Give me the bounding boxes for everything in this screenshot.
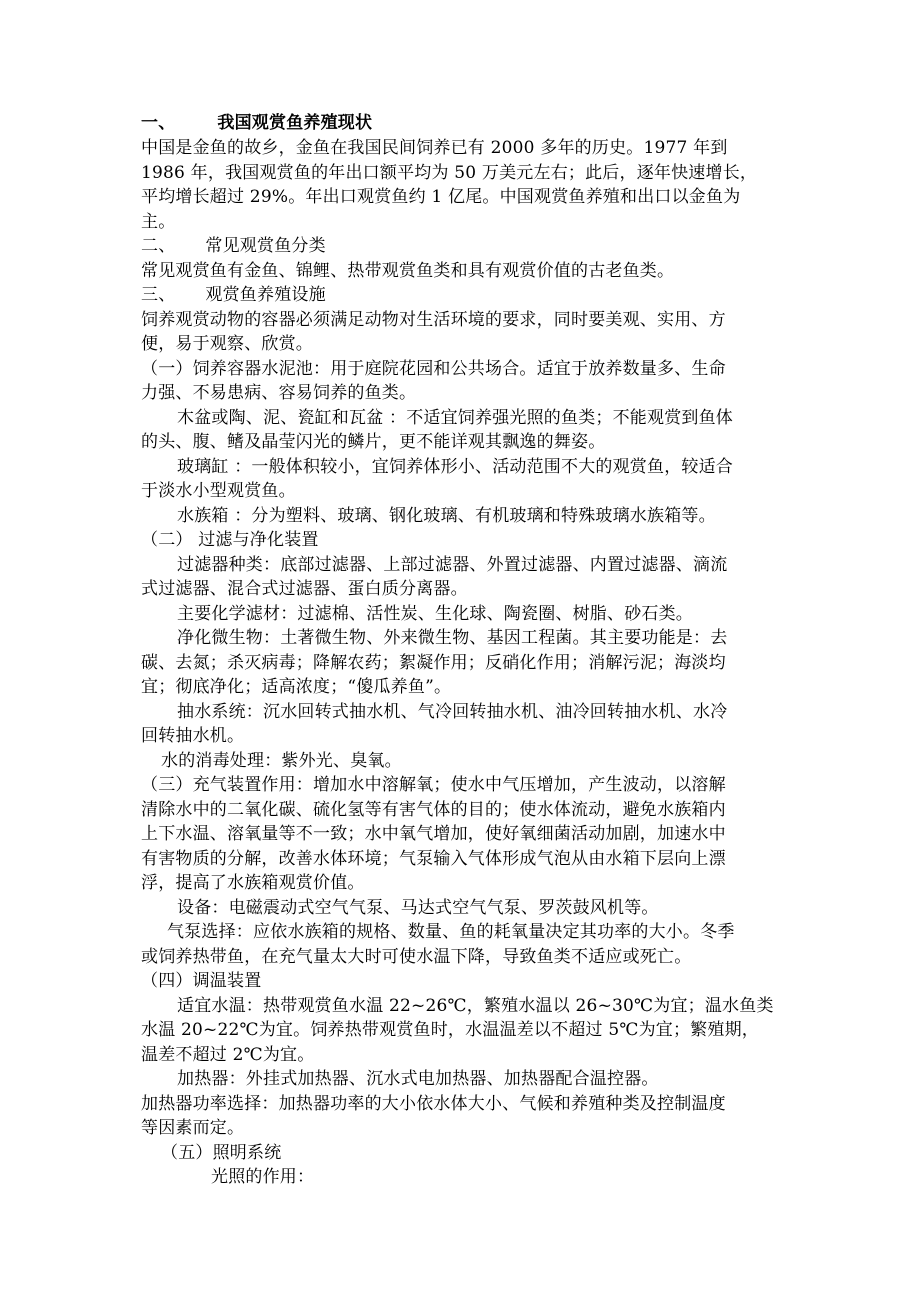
paragraph-line: 上下水温、溶氧量等不一致；水中氧气增加，使好氧细菌活动加剧，加速水中 [141,824,726,844]
section-heading-3 [141,284,326,306]
section-number: 三、 [141,285,176,305]
paragraph-line: 主。 [141,212,176,232]
paragraph-line: 水族箱 ：分为塑料、玻璃、钢化玻璃、有机玻璃和特殊玻璃水族箱等。 [177,506,716,526]
paragraph-line: 加热器功率选择：加热器功率的大小依水体大小、气候和养殖种类及控制温度 [141,1094,726,1114]
section-title: 我国观赏鱼养殖现状 [217,113,373,133]
paragraph-line: 过滤器种类：底部过滤器、上部过滤器、外置过滤器、内置过滤器、滴流 [177,555,728,575]
paragraph-line: 碳、去氮；杀灭病毒；降解农药；絮凝作用；反硝化作用；消解污泥；海淡均 [141,653,726,673]
paragraph-line: 宜；彻底净化；适高浓度；“傻瓜养鱼”。 [141,677,452,697]
paragraph-line: 气泵选择：应依水族箱的规格、数量、鱼的耗氧量决定其功率的大小。冬季 [167,922,735,942]
paragraph-line: 等因素而定。 [141,1118,245,1138]
paragraph-line: 于淡水小型观赏鱼。 [141,481,296,501]
paragraph-line: 玻璃缸 ：一般体积较小，宜饲养体形小、活动范围不大的观赏鱼，较适合 [177,457,734,477]
paragraph-line: 力强、不易患病、容易饲养的鱼类。 [141,383,417,403]
section-title: 常见观赏鱼分类 [205,236,326,256]
subsection-heading: （二） 过滤与净化装置 [141,530,319,550]
paragraph-line: 中国是金鱼的故乡，金鱼在我国民间饲养已有 2000 多年的历史。1977 年到 [141,138,728,158]
paragraph-line: 的头、腹、鳍及晶莹闪光的鳞片，更不能详观其飘逸的舞姿。 [141,432,606,452]
paragraph-line: 回转抽水机。 [141,726,245,746]
paragraph-line: 有害物质的分解，改善水体环境；气泵输入气体形成气泡从由水箱下层向上漂 [141,849,726,869]
section-number: 一、 [141,113,176,133]
paragraph-line: 饲养观赏动物的容器必须满足动物对生活环境的要求，同时要美观、实用、方 [141,310,726,330]
paragraph-line: 抽水系统：沉水回转式抽水机、气冷回转抽水机、油冷回转抽水机、水冷 [177,702,728,722]
paragraph-line: 水的消毒处理：紫外光、臭氧。 [161,751,402,771]
paragraph-line: 清除水中的二氧化碳、硫化氢等有害气体的目的；使水体流动，避免水族箱内 [141,800,726,820]
section-heading-2 [141,235,326,257]
section-title: 观赏鱼养殖设施 [205,285,326,305]
paragraph-line: 1986 年，我国观赏鱼的年出口额平均为 50 万美元左右；此后，逐年快速增长， [141,163,758,183]
paragraph-line: 浮，提高了水族箱观赏价值。 [141,873,365,893]
paragraph-line: 光照的作用： [211,1167,315,1187]
paragraph-line: 温差不超过 2℃为宜。 [141,1045,315,1065]
paragraph-line: 适宜水温：热带观赏鱼水温 22~26℃，繁殖水温以 26~30℃为宜；温水鱼类 [177,996,774,1016]
paragraph-line: 平均增长超过 29%。年出口观赏鱼约 1 亿尾。中国观赏鱼养殖和出口以金鱼为 [141,187,741,207]
subsection-heading: （四）调温装置 [141,971,262,991]
paragraph-line: 常见观赏鱼有金鱼、锦鲤、热带观赏鱼类和具有观赏价值的古老鱼类。 [141,261,675,281]
paragraph-line: 或饲养热带鱼，在充气量太大时可使水温下降，导致鱼类不适应或死亡。 [141,947,692,967]
subsection-heading: （五）照明系统 [161,1143,282,1163]
paragraph-line: 木盆或陶、泥、瓷缸和瓦盆 ：不适宜饲养强光照的鱼类；不能观赏到鱼体 [177,408,734,428]
paragraph-line: 主要化学滤材：过滤棉、活性炭、生化球、陶瓷圈、树脂、砂石类。 [177,604,693,624]
section-heading-1 [141,112,372,134]
paragraph-line: （三）充气装置作用：增加水中溶解氧；使水中气压增加，产生波动，以溶解 [141,775,726,795]
paragraph-line: 加热器：外挂式加热器、沉水式电加热器、加热器配合温控器。 [177,1069,659,1089]
paragraph-line: 式过滤器、混合式过滤器、蛋白质分离器。 [141,579,468,599]
paragraph-line: 便，易于观察、欣赏。 [141,334,313,354]
paragraph-line: 水温 20~22℃为宜。饲养热带观赏鱼时，水温温差以不超过 5℃为宜；繁殖期， [141,1020,759,1040]
paragraph-line: 净化微生物：土著微生物、外来微生物、基因工程菌。其主要功能是：去 [177,628,728,648]
section-number: 二、 [141,236,176,256]
paragraph-line: （一）饲养容器水泥池：用于庭院花园和公共场合。适宜于放养数量多、生命 [141,359,726,379]
paragraph-line: 设备：电磁震动式空气气泵、马达式空气气泵、罗茨鼓风机等。 [177,898,659,918]
